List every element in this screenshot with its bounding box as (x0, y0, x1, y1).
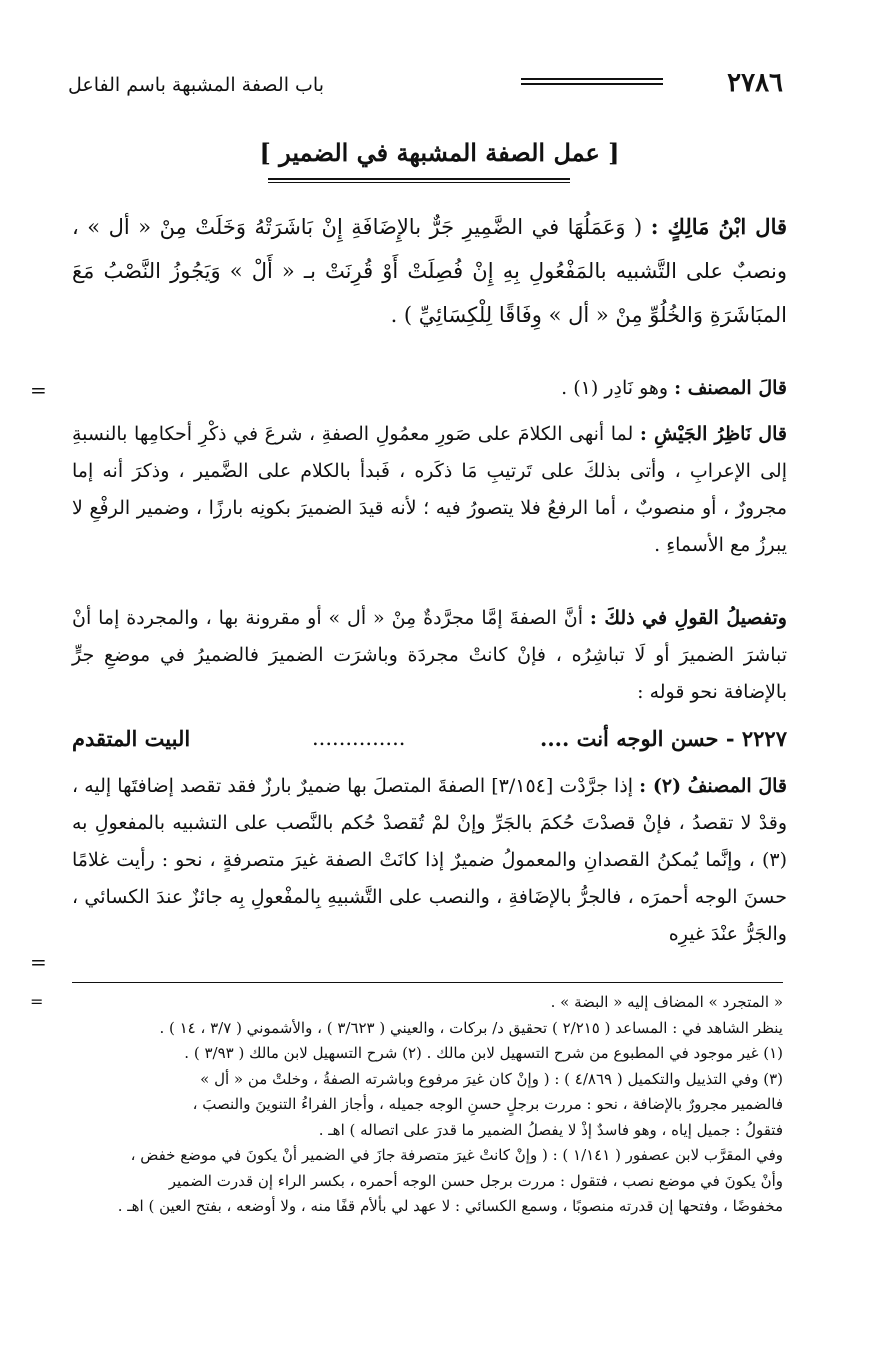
poetry-citation (72, 726, 787, 766)
footnote-line: ينظر الشاهد في : المساعد ( ٢/٢١٥ ) تحقيق د/ بركات ، والعيني ( ٣/٦٢٣ ) ، والأشموني ( ٣/٧ ، ١٤ ) . (159, 1018, 783, 1037)
para1-text: وهو نَادِر (١) . (561, 377, 669, 399)
continuation-mark: = (30, 378, 47, 402)
footnote-line: وفي المقرَّب لابن عصفور ( ١/١٤١ ) : ( وإنْ كانتْ غيرَ متصرفة جازَ في الضمير أنْ يكونَ في موضع خفض ، (130, 1146, 783, 1164)
footnote-line: (٣) وفي التذييل والتكميل ( ٤/٨٦٩ ) : ( وإنْ كان غيرَ مرفوع وباشرته الصفةُ ، وخلتْ من « أل » (200, 1069, 783, 1088)
page-header (68, 68, 783, 108)
para5-lead: قالَ المصنفُ (٢) : (639, 775, 787, 797)
footnote-separator (72, 982, 783, 983)
nazir-al-jaysh-paragraph (72, 416, 787, 564)
footnote-line: (١) غير موجود في المطبوع من شرح التسهيل لابن مالك . (٢) شرح التسهيل لابن مالك ( ٣/٩٣ ) . (184, 1044, 783, 1062)
author-note-paragraph (72, 370, 787, 406)
verse-lead: قال ابْنُ مَالِكٍ : (650, 214, 788, 239)
footnotes (72, 990, 783, 1220)
author-quote-paragraph (72, 768, 787, 953)
para2-text: لما أنهى الكلامَ على صَورِ معمُولِ الصفةِ ، شرعَ في ذكْرِ أحكامِها بالنسبةِ إلى الإعرابِ ، وأتى بذلكَ على تَرتيبِ مَا ذكَره ، فَبدأ بالكلام على الضَّمير ، وذكرَ أنه إما مجرورٌ ، أو منصوبٌ ، أما الرفعُ فلا يتصورُ فيه ؛ لأنه قيدَ الضميرَ بكونِه بارزًا ، وضمير الرفْعِ لا يبرزُ مع الأسماءِ . (72, 423, 787, 556)
footnote-line: فالضمير مجرورٌ بالإضافة ، نحو : مررت برجلٍ حسنِ الوجه جميله ، وأجاز الفراءُ التنوينَ والنصبَ ، (192, 1095, 783, 1113)
poetry-dots: .............. (312, 726, 406, 750)
continuation-mark: = (30, 950, 47, 974)
para2-lead: قال نَاظِرُ الجَيْشِ : (639, 423, 787, 445)
header-rule (521, 78, 663, 85)
footnote-line: وأنْ يكونَ في موضع نصب ، فتقول : مررت برجل حسن الوجه أحمره ، بكسر الراء إن قدرت الضمير (168, 1171, 783, 1190)
para1-lead: قالَ المصنف : (674, 377, 787, 399)
para3-text: أنَّ الصفةَ إمَّا مجرَّدةٌ مِنْ « أل » أو مقرونة بها ، والمجردة إما أنْ تباشرَ الضميرَ أو لَا تباشِرُه ، فإنْ كانتْ مجردَة وباشرَت الضميرَ فالضميرُ في موضعِ جرٍّ بالإضافة نحو قوله : (72, 607, 787, 703)
footnote-line: مخفوضًا ، وفتحها إن قدرته منصوبًا ، وسمع الكسائي : لا عهد لي بألأم قفًا منه ، ولا أوضعه ، بفتح العين ) اهـ . (117, 1197, 783, 1215)
detail-paragraph (72, 600, 787, 711)
poetry-number-and-start: ٢٢٢٧ - حسن الوجه أنت .... (540, 726, 787, 751)
footnote-line: فتقولُ : جميل إياه ، وهو فاسدٌ إذْ لا يفصلُ الضمير ما قدرَ على اتصاله ) اهـ . (318, 1120, 783, 1139)
para3-lead: وتفصيلُ القولِ في ذلكَ : (589, 607, 787, 629)
section-title: [ عمل الصفة المشبهة في الضمير ] (259, 138, 620, 167)
ibn-malik-verse (72, 205, 787, 337)
para5-text: إذا جرَّدْت [٣/١٥٤] الصفةَ المتصلَ بها ضميرٌ بارزٌ فقد تقصد إضافتَها إليه ، وقدْ لا تقصدُ ، فإنْ قصدْتَ حُكمَ بالجَرِّ وإنْ لمْ تُقصدْ حُكم بالنَّصب على التشبيه بالمفعولِ به (٣) ، وإنَّما يُمكنُ القصدانِ والمعمولُ ضميرٌ إذا كانَتْ الصفة غيرَ متصرفةٍ ، نحو : رأيت غلامًا حسنَ الوجه أحمرَه ، فالجرُّ بالإضَافةِ ، والنصب على التَّشبيهِ بِالمفْعولِ بِه جائزٌ عندَ الكسائي ، والجَرُّ عنْدَ غيرِه (72, 775, 787, 945)
continuation-mark: = (30, 992, 44, 1011)
running-head: باب الصفة المشبهة باسم الفاعل (68, 74, 324, 96)
footnote-line: « المتجرد » المضاف إليه « البضة » . (550, 993, 783, 1011)
verse-text: ( وَعَمَلُهَا في الضَّمِيرِ جَرٌّ بالإِضَافَةِ إِنْ بَاشَرَتْهُ وَخَلَتْ مِنْ « أل » ، ونصبٌ على التَّشبيه بالمَفْعُولِ بِهِ إِنْ فُصِلَتْ أَوْ قُرِنَتْ بـ « أَلْ » وَيَجُوزُ النَّصْبُ مَعَ المبَاشَرَةِ وَالخُلُوِّ مِنْ « أل » وِفَاقًا لِلْكِسَائِيِّ ) . (72, 215, 787, 327)
page-number: ٢٧٨٦ (727, 68, 783, 98)
poetry-end: البيت المتقدم (72, 726, 191, 751)
title-double-rule (268, 178, 570, 183)
